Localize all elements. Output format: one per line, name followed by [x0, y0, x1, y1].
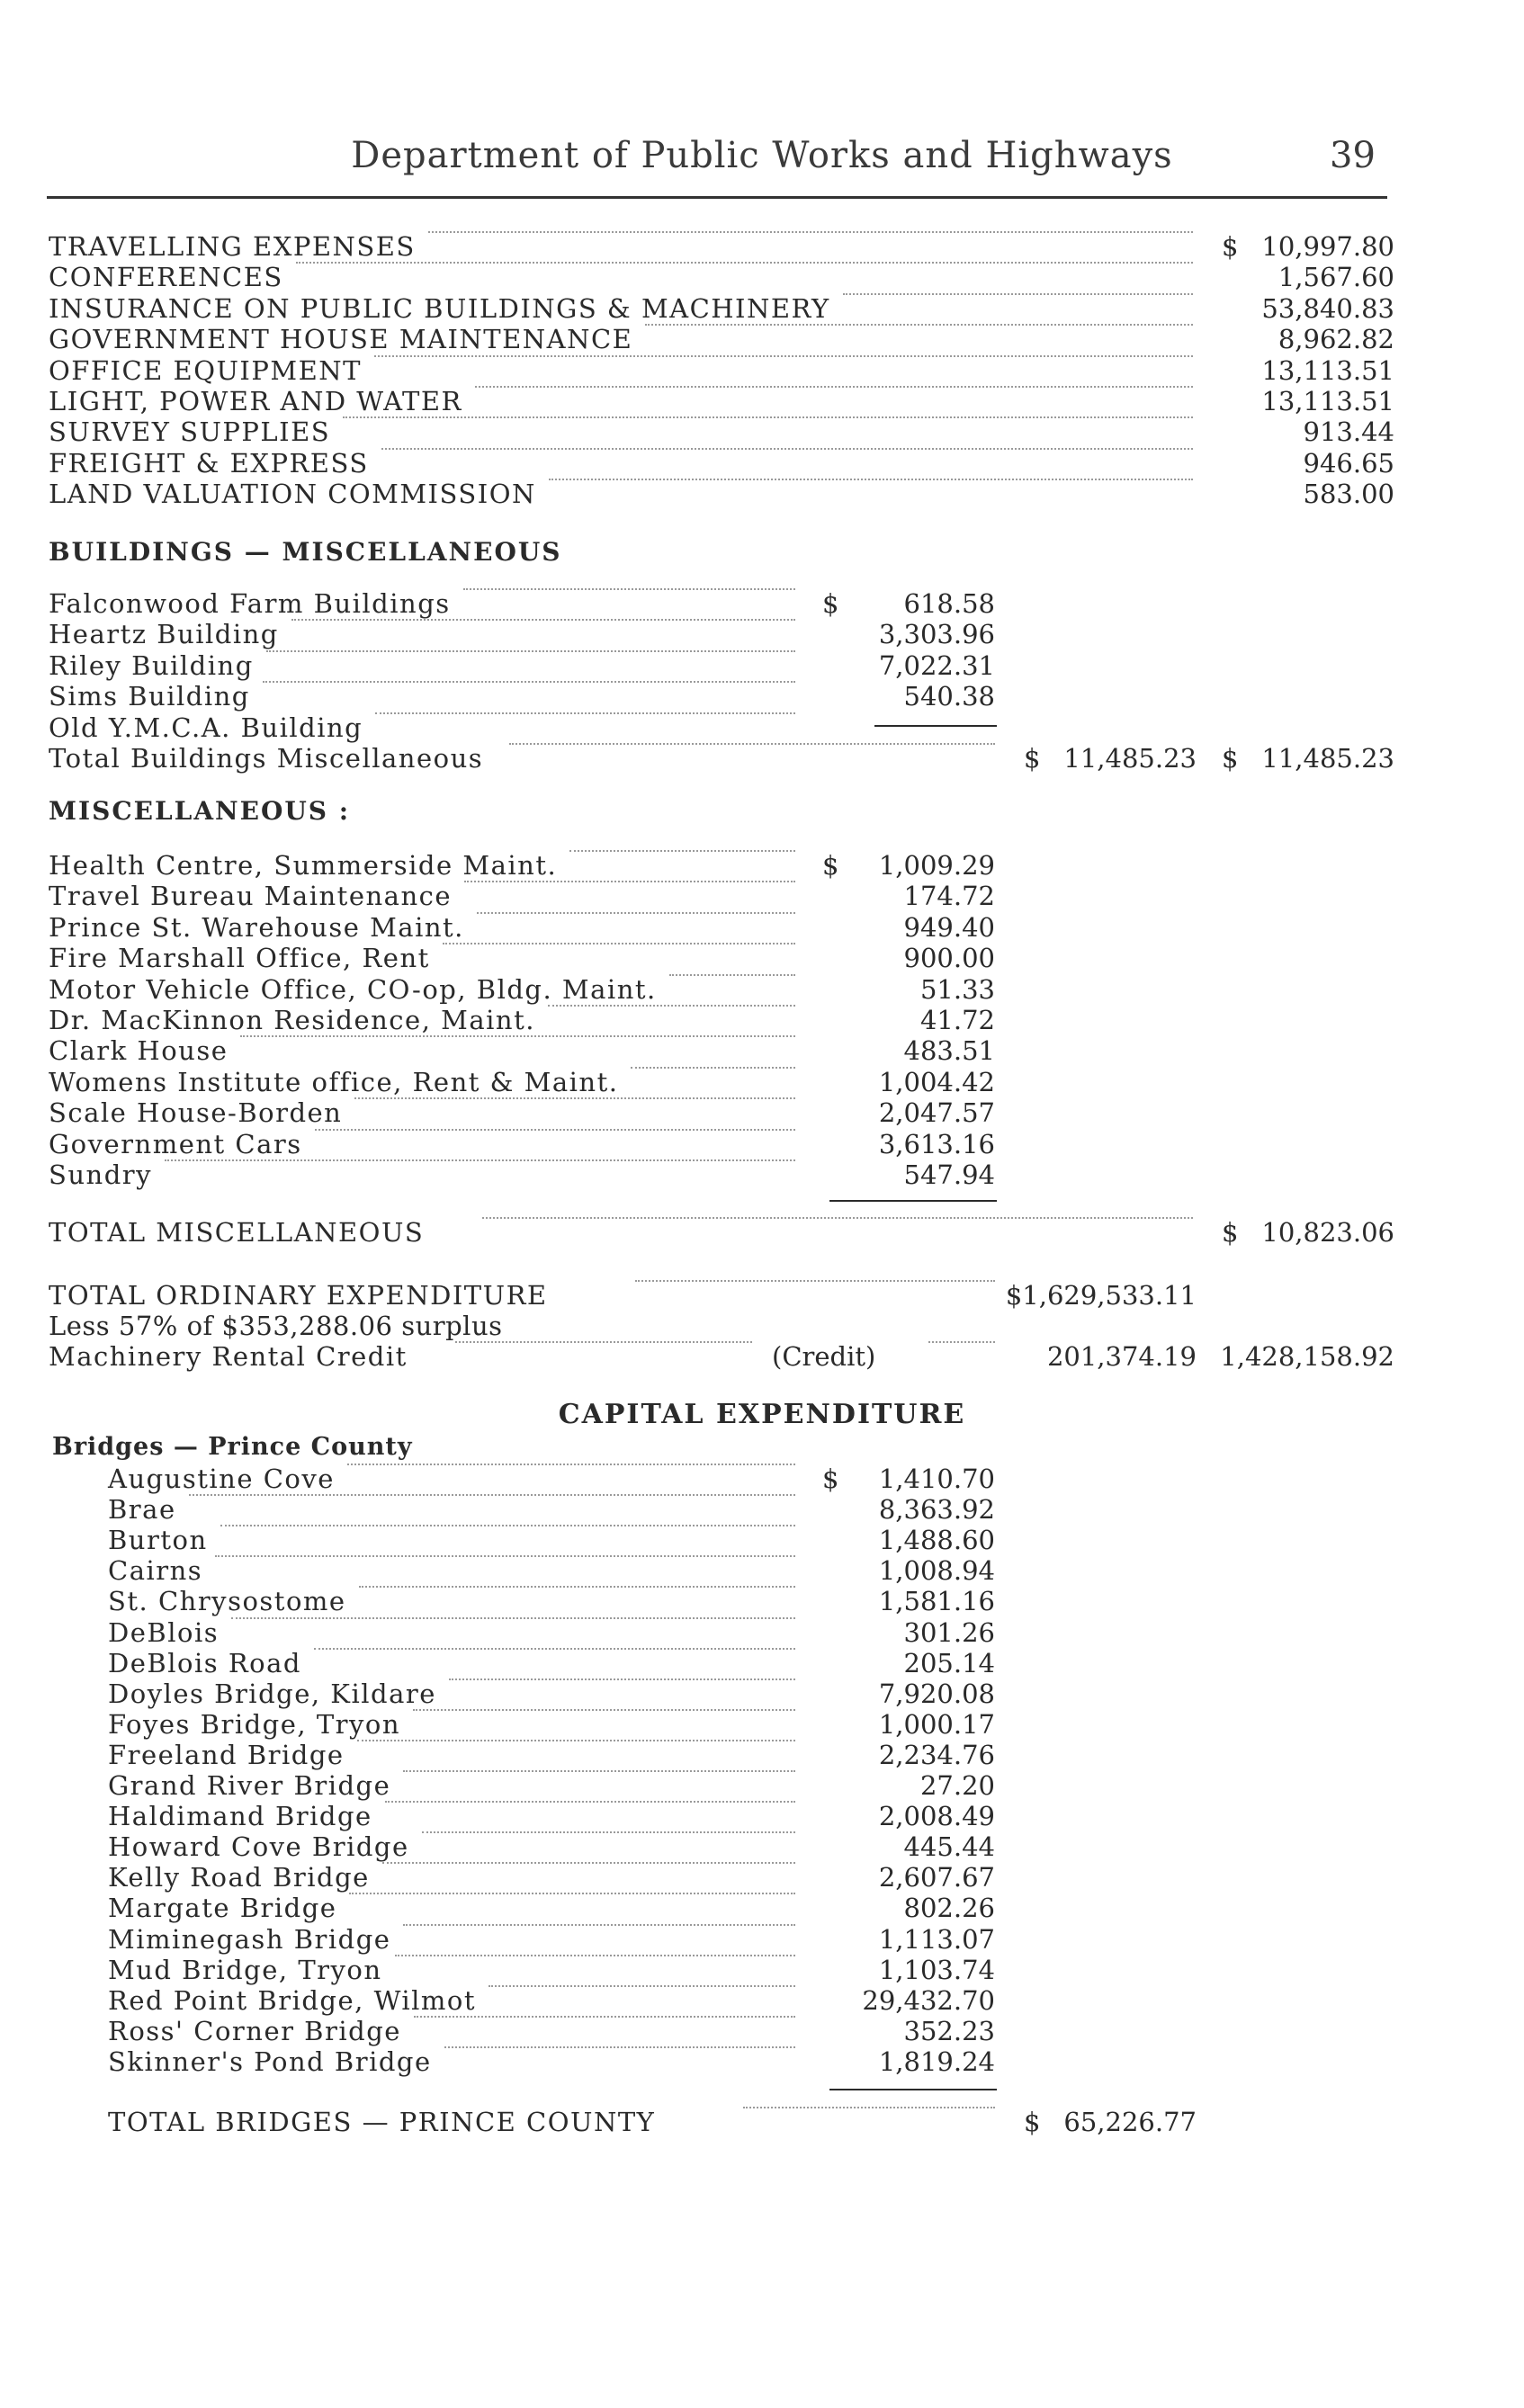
- bridge-item-row: [0, 1955, 1524, 1985]
- bridge-item-row-label: Haldimand Bridge: [108, 1801, 372, 1832]
- buildings-total-label: Total Buildings Miscellaneous: [49, 743, 484, 774]
- misc-item-row-amount: 51.33: [919, 973, 995, 1005]
- building-item-row-label: Falconwood Farm Buildings: [49, 588, 451, 619]
- bridge-item-row-amount: 7,920.08: [878, 1678, 995, 1709]
- leader-dots: [463, 588, 795, 590]
- misc-item-row-amount: 949.40: [903, 911, 995, 943]
- leader-dots: [263, 681, 795, 683]
- bridge-item-row-label: Kelly Road Bridge: [108, 1862, 370, 1893]
- rental-credit-amount: 201,374.19: [1046, 1341, 1197, 1372]
- bridge-item-row: [0, 1924, 1524, 1955]
- misc-item-row-label: Motor Vehicle Office, CO-op, Bldg. Maint.: [49, 973, 657, 1005]
- ordinary-total-label: TOTAL ORDINARY EXPENDITURE: [49, 1280, 548, 1311]
- leader-dots: [449, 1678, 795, 1680]
- credit-note: (Credit): [772, 1341, 876, 1372]
- bridge-item-row-amount: 205.14: [903, 1647, 995, 1678]
- misc-item-row-amount: 900.00: [903, 943, 995, 974]
- ordinary-total-amount: $1,629,533.11: [1005, 1280, 1197, 1311]
- bridge-item-row-label: Brae: [108, 1494, 176, 1526]
- bridge-item-row: [0, 1862, 1524, 1893]
- building-item-row-amount: 540.38: [903, 681, 995, 712]
- misc-item-row: [0, 974, 1524, 1005]
- ordinary-item-row-amount: 53,840.83: [1261, 292, 1394, 324]
- bridge-item-row-amount: 352.23: [903, 2015, 995, 2046]
- bridge-item-row-label: Red Point Bridge, Wilmot: [108, 1984, 477, 2016]
- leader-dots: [509, 743, 995, 745]
- misc-item-row: [0, 1159, 1524, 1190]
- leader-dots: [403, 1924, 795, 1926]
- bridge-item-row: [0, 1648, 1524, 1678]
- bridge-item-row-label: Howard Cove Bridge: [108, 1831, 409, 1863]
- misc-item-row-label: Travel Bureau Maintenance: [49, 881, 453, 912]
- ordinary-item-row-label: OFFICE EQUIPMENT: [49, 354, 362, 386]
- buildings-total-row: [0, 743, 1524, 774]
- building-item-row-amount: 618.58: [903, 588, 995, 619]
- bridges-subheading: Bridges — Prince County: [52, 1433, 413, 1461]
- ordinary-item-row-amount: 946.65: [1303, 447, 1394, 479]
- leader-dots: [569, 850, 795, 852]
- ordinary-item-row-amount: 1,567.60: [1277, 262, 1394, 293]
- building-item-row: [0, 650, 1524, 681]
- bridge-item-row-label: Freeland Bridge: [108, 1739, 345, 1770]
- leader-dots: [296, 262, 1193, 264]
- bridge-item-row-amount: 29,432.70: [862, 1984, 995, 2016]
- leader-dots: [382, 1862, 795, 1864]
- capital-heading: CAPITAL EXPENDITURE: [558, 1399, 966, 1430]
- leader-dots: [455, 1341, 752, 1343]
- buildings-subtotal-rule: [874, 725, 997, 727]
- misc-item-row-amount: 41.72: [919, 1005, 995, 1035]
- leader-dots: [549, 479, 1193, 480]
- leader-dots: [548, 1005, 795, 1007]
- bridge-item-row-label: Foyes Bridge, Tryon: [108, 1708, 401, 1740]
- leader-dots: [395, 1955, 795, 1956]
- ordinary-total-row: [0, 1280, 1524, 1311]
- leader-dots: [743, 2107, 995, 2108]
- misc-item-row-amount: 1,009.29: [878, 850, 995, 881]
- ordinary-item-row-label: FREIGHT & EXPRESS: [49, 447, 369, 479]
- bridge-item-row: [0, 1464, 1524, 1494]
- capital-subtotal-rule: [829, 2089, 997, 2090]
- ordinary-item-row-label: SURVEY SUPPLIES: [49, 416, 331, 448]
- rental-credit-row: [0, 1341, 1524, 1372]
- leader-dots: [266, 650, 795, 652]
- leader-dots: [414, 2016, 795, 2018]
- bridge-item-row-label: Ross' Corner Bridge: [108, 2015, 401, 2046]
- bridge-item-row-label: Cairns: [108, 1555, 203, 1587]
- building-item-row: [0, 681, 1524, 712]
- bridge-item-row-label: Skinner's Pond Bridge: [108, 2045, 432, 2077]
- ordinary-item-row-label: TRAVELLING EXPENSES: [49, 231, 416, 262]
- bridge-item-row: [0, 1586, 1524, 1616]
- bridge-item-row-amount: 1,008.94: [878, 1555, 995, 1587]
- bridge-item-row: [0, 1831, 1524, 1862]
- leader-dots: [354, 1097, 795, 1099]
- ordinary-item-row-amount: 10,997.80: [1261, 231, 1394, 262]
- capital-total-label: TOTAL BRIDGES — PRINCE COUNTY: [108, 2107, 656, 2137]
- ordinary-item-row: [0, 231, 1524, 262]
- misc-item-row-amount: 2,047.57: [878, 1097, 995, 1129]
- bridge-item-row-amount: 27.20: [919, 1770, 995, 1801]
- bridge-item-row-label: DeBlois: [108, 1616, 220, 1648]
- bridge-item-row: [0, 1893, 1524, 1923]
- ordinary-item-row-label: INSURANCE ON PUBLIC BUILDINGS & MACHINERY: [49, 292, 830, 324]
- leader-dots: [315, 1129, 795, 1131]
- building-item-row-label: Sims Building: [49, 681, 250, 712]
- bridge-item-row-amount: 2,234.76: [878, 1739, 995, 1770]
- leader-dots: [635, 1280, 995, 1282]
- misc-item-row-amount: 1,004.42: [878, 1066, 995, 1097]
- bridge-item-row-label: Miminegash Bridge: [108, 1923, 391, 1955]
- leader-dots: [413, 1709, 795, 1711]
- bridge-item-row: [0, 2016, 1524, 2046]
- ordinary-item-row: [0, 293, 1524, 324]
- bridge-item-row: [0, 2046, 1524, 2077]
- ordinary-item-row: [0, 262, 1524, 292]
- bridge-item-row-amount: 445.44: [903, 1831, 995, 1863]
- building-item-row-label: Heartz Building: [49, 619, 279, 650]
- leader-dots: [631, 1067, 795, 1069]
- building-item-row-label: Riley Building: [49, 649, 254, 681]
- leader-dots: [482, 1217, 1193, 1219]
- leader-dots: [477, 912, 795, 914]
- leader-dots: [444, 2046, 795, 2048]
- ordinary-item-row: [0, 386, 1524, 416]
- page-number: 39: [1330, 135, 1376, 176]
- ordinary-item-row-amount: 8,962.82: [1277, 324, 1394, 355]
- misc-item-row-label: Health Centre, Summerside Maint.: [49, 850, 558, 881]
- misc-item-row-amount: 547.94: [903, 1159, 995, 1190]
- bridge-item-row: [0, 1494, 1524, 1525]
- bridge-item-row-label: Margate Bridge: [108, 1893, 337, 1924]
- bridge-item-row-amount: 1,000.17: [878, 1708, 995, 1740]
- misc-item-row: [0, 881, 1524, 911]
- leader-dots: [645, 324, 1193, 326]
- leader-dots: [403, 1770, 795, 1772]
- bridge-item-row-amount: 1,488.60: [878, 1525, 995, 1556]
- leader-dots: [359, 1586, 795, 1588]
- header-rule: [47, 196, 1387, 199]
- building-item-row: [0, 712, 1524, 743]
- bridge-item-row-amount: 802.26: [903, 1893, 995, 1924]
- rental-credit-label: Machinery Rental Credit: [49, 1341, 408, 1372]
- leader-dots: [343, 416, 1193, 418]
- net-ordinary-amount: 1,428,158.92: [1220, 1341, 1394, 1372]
- bridge-item-row-amount: 8,363.92: [878, 1494, 995, 1526]
- leader-dots: [215, 1555, 795, 1557]
- ordinary-item-row-amount: 583.00: [1303, 479, 1394, 510]
- leader-dots: [385, 1801, 795, 1803]
- misc-item-row-label: Dr. MacKinnon Residence, Maint.: [49, 1005, 535, 1035]
- buildings-heading: BUILDINGS — MISCELLANEOUS: [49, 537, 562, 567]
- ordinary-item-row: [0, 324, 1524, 354]
- leader-dots: [231, 1617, 795, 1619]
- leader-dots: [381, 448, 1193, 450]
- bridge-item-row: [0, 1801, 1524, 1831]
- leader-dots: [464, 881, 795, 882]
- misc-item-row: [0, 1035, 1524, 1066]
- bridge-item-row-amount: 1,410.70: [878, 1464, 995, 1494]
- bridge-item-row-amount: 1,581.16: [878, 1586, 995, 1617]
- less-surplus-text: Less 57% of $353,288.06 surplus: [49, 1311, 503, 1341]
- bridge-item-row-amount: 1,113.07: [878, 1923, 995, 1955]
- page-header-title: Department of Public Works and Highways: [351, 135, 1173, 176]
- ordinary-item-row: [0, 448, 1524, 479]
- bridge-item-row-amount: 2,607.67: [878, 1862, 995, 1893]
- bridge-item-row: [0, 1617, 1524, 1648]
- bridge-item-row: [0, 1740, 1524, 1770]
- leader-dots: [489, 1985, 795, 1987]
- misc-item-row-amount: 3,613.16: [878, 1128, 995, 1159]
- misc-item-row-amount: 483.51: [903, 1035, 995, 1067]
- misc-item-row: [0, 1129, 1524, 1159]
- leader-dots: [357, 1740, 795, 1741]
- ordinary-item-row-label: CONFERENCES: [49, 262, 283, 293]
- leader-dots: [428, 231, 1193, 233]
- leader-dots: [928, 1341, 995, 1343]
- building-item-row-label: Old Y.M.C.A. Building: [49, 712, 363, 743]
- bridge-item-row-label: St. Chrysostome: [108, 1586, 346, 1617]
- leader-dots: [349, 1893, 795, 1894]
- bridge-item-row-amount: 301.26: [903, 1616, 995, 1648]
- bridge-item-row-label: Augustine Cove: [108, 1464, 335, 1494]
- leader-dots: [314, 1648, 795, 1650]
- building-item-row-dollar: $: [822, 588, 839, 619]
- misc-item-row: [0, 1005, 1524, 1035]
- leader-dots: [475, 386, 1193, 388]
- misc-subtotal-rule: [829, 1200, 997, 1202]
- capital-total-row: [0, 2107, 1524, 2137]
- bridge-item-row-label: Mud Bridge, Tryon: [108, 1954, 382, 1985]
- misc-item-row: [0, 1097, 1524, 1128]
- building-item-row: [0, 619, 1524, 649]
- bridge-item-row-amount: 1,103.74: [878, 1954, 995, 1985]
- ordinary-item-row-dollar: $: [1222, 231, 1239, 262]
- leader-dots: [240, 1035, 795, 1037]
- ordinary-item-row-label: LIGHT, POWER AND WATER: [49, 386, 462, 416]
- bridge-item-row: [0, 1678, 1524, 1709]
- misc-item-row-label: Government Cars: [49, 1128, 302, 1159]
- leader-dots: [422, 1831, 795, 1833]
- misc-item-row: [0, 943, 1524, 973]
- leader-dots: [189, 1494, 795, 1496]
- buildings-grand-dollar: $: [1222, 743, 1239, 774]
- bridge-item-row: [0, 1985, 1524, 2016]
- leader-dots: [843, 293, 1193, 295]
- misc-item-row-label: Womens Institute office, Rent & Maint.: [49, 1066, 619, 1097]
- ordinary-item-row-amount: 13,113.51: [1261, 354, 1394, 386]
- ordinary-item-row: [0, 355, 1524, 386]
- building-item-row-amount: 7,022.31: [878, 649, 995, 681]
- misc-total-amount: 10,823.06: [1261, 1217, 1394, 1248]
- building-item-row-amount: 3,303.96: [878, 619, 995, 650]
- bridge-item-row-amount: 1,819.24: [878, 2045, 995, 2077]
- bridge-item-row: [0, 1525, 1524, 1555]
- capital-total-dollar: $: [1024, 2107, 1041, 2137]
- leader-dots: [374, 355, 1193, 357]
- misc-item-row: [0, 1067, 1524, 1097]
- buildings-grand-amount: 11,485.23: [1261, 743, 1394, 774]
- bridge-item-row: [0, 1770, 1524, 1801]
- buildings-total-dollar: $: [1024, 743, 1041, 774]
- leader-dots: [375, 712, 795, 714]
- bridge-item-row-dollar: $: [822, 1464, 839, 1494]
- bridge-item-row-label: DeBlois Road: [108, 1647, 301, 1678]
- ordinary-item-row-label: LAND VALUATION COMMISSION: [49, 479, 536, 510]
- leader-dots: [443, 943, 795, 944]
- misc-item-row-label: Prince St. Warehouse Maint.: [49, 911, 464, 943]
- miscellaneous-heading: MISCELLANEOUS :: [49, 796, 351, 826]
- misc-item-row: [0, 912, 1524, 943]
- bridge-item-row: [0, 1555, 1524, 1586]
- misc-item-row-label: Clark House: [49, 1035, 229, 1067]
- misc-total-dollar: $: [1222, 1217, 1239, 1248]
- capital-total-amount: 65,226.77: [1063, 2107, 1197, 2137]
- misc-item-row-amount: 174.72: [903, 881, 995, 912]
- bridge-item-row-amount: 2,008.49: [878, 1801, 995, 1832]
- ordinary-item-row: [0, 479, 1524, 509]
- leader-dots: [220, 1525, 795, 1526]
- bridge-item-row-label: Burton: [108, 1525, 208, 1556]
- ordinary-item-row-amount: 13,113.51: [1261, 386, 1394, 416]
- misc-item-row-label: Scale House-Borden: [49, 1097, 343, 1129]
- less-surplus-row: [0, 1311, 1524, 1341]
- leader-dots: [165, 1159, 795, 1161]
- misc-item-row-label: Sundry: [49, 1159, 153, 1190]
- ordinary-item-row-amount: 913.44: [1303, 416, 1394, 448]
- misc-total-row: [0, 1217, 1524, 1248]
- ordinary-item-row: [0, 416, 1524, 447]
- buildings-total-amount: 11,485.23: [1063, 743, 1197, 774]
- bridge-item-row: [0, 1709, 1524, 1740]
- building-item-row: [0, 588, 1524, 619]
- leader-dots: [291, 619, 795, 621]
- misc-item-row-dollar: $: [822, 850, 839, 881]
- bridge-item-row-label: Doyles Bridge, Kildare: [108, 1678, 436, 1709]
- misc-total-label: TOTAL MISCELLANEOUS: [49, 1217, 425, 1248]
- leader-dots: [669, 974, 795, 976]
- misc-item-row: [0, 850, 1524, 881]
- bridge-item-row-label: Grand River Bridge: [108, 1770, 391, 1801]
- leader-dots: [347, 1464, 795, 1465]
- misc-item-row-label: Fire Marshall Office, Rent: [49, 943, 430, 974]
- ordinary-item-row-label: GOVERNMENT HOUSE MAINTENANCE: [49, 324, 633, 355]
